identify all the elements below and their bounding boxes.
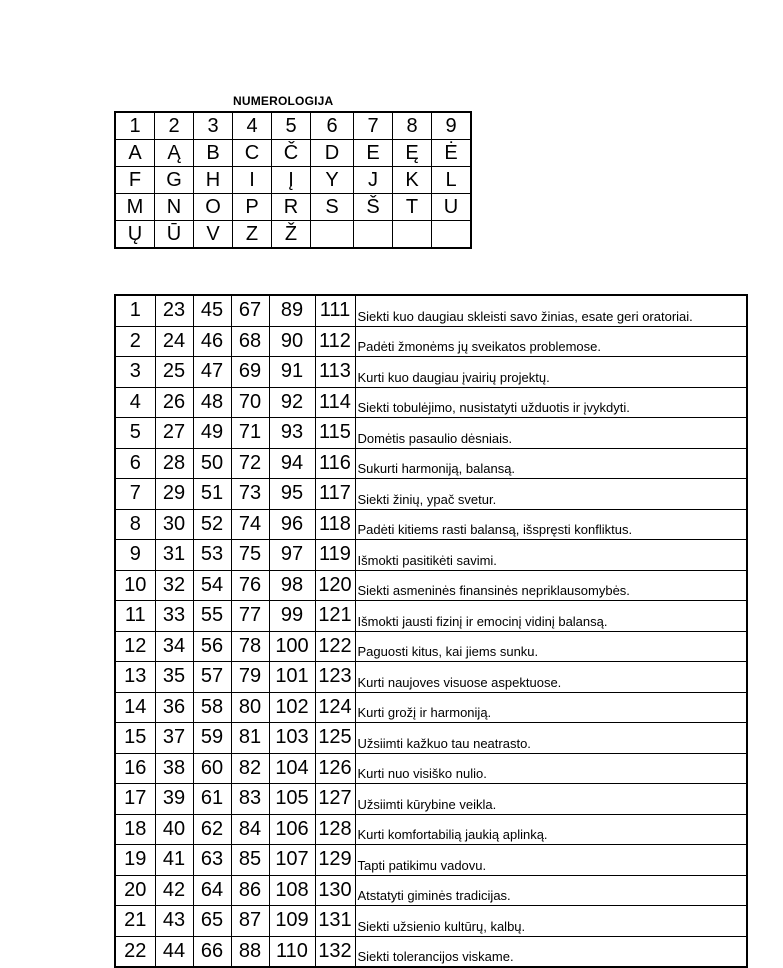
description-cell: Atstatyti giminės tradicijas.	[355, 875, 747, 906]
number-cell: 95	[269, 479, 315, 510]
letter-table-cell: 6	[311, 112, 354, 140]
number-cell: 110	[269, 936, 315, 967]
number-cell: 38	[155, 753, 193, 784]
number-cell: 1	[115, 295, 155, 326]
number-cell: 4	[115, 387, 155, 418]
number-cell: 5	[115, 418, 155, 449]
number-cell: 71	[231, 418, 269, 449]
letter-table-cell: Ų	[115, 221, 155, 249]
number-cell: 54	[193, 570, 231, 601]
number-cell: 17	[115, 784, 155, 815]
number-cell: 115	[315, 418, 355, 449]
number-cell: 50	[193, 448, 231, 479]
number-cell: 78	[231, 631, 269, 662]
number-cell: 119	[315, 540, 355, 571]
number-cell: 62	[193, 814, 231, 845]
number-cell: 24	[155, 326, 193, 357]
number-cell: 97	[269, 540, 315, 571]
description-cell: Siekti tobulėjimo, nusistatyti užduotis ir įvykdyti.	[355, 387, 747, 418]
number-table-row	[115, 692, 747, 723]
number-cell: 36	[155, 692, 193, 723]
number-cell: 67	[231, 295, 269, 326]
number-cell: 91	[269, 357, 315, 388]
description-cell: Sukurti harmoniją, balansą.	[355, 448, 747, 479]
number-table-row	[115, 295, 747, 326]
number-cell: 41	[155, 845, 193, 876]
description-cell: Išmokti jausti fizinį ir emocinį vidinį balansą.	[355, 601, 747, 632]
number-cell: 81	[231, 723, 269, 754]
number-table-row	[115, 936, 747, 967]
description-cell: Siekti kuo daugiau skleisti savo žinias, esate geri oratoriai.	[355, 295, 747, 326]
number-cell: 79	[231, 662, 269, 693]
number-cell: 85	[231, 845, 269, 876]
description-cell: Padėti žmonėms jų sveikatos problemose.	[355, 326, 747, 357]
number-cell: 2	[115, 326, 155, 357]
letter-table-cell: E	[354, 140, 393, 167]
letter-table-cell: R	[272, 194, 311, 221]
description-cell: Siekti asmeninės finansinės nepriklausomybės.	[355, 570, 747, 601]
number-cell: 28	[155, 448, 193, 479]
number-cell: 122	[315, 631, 355, 662]
number-table-row	[115, 906, 747, 937]
number-cell: 39	[155, 784, 193, 815]
page-title: NUMEROLOGIJA	[233, 94, 334, 108]
number-cell: 114	[315, 387, 355, 418]
number-cell: 86	[231, 875, 269, 906]
number-cell: 99	[269, 601, 315, 632]
letter-table-cell: Ą	[155, 140, 194, 167]
number-cell: 53	[193, 540, 231, 571]
number-cell: 63	[193, 845, 231, 876]
description-cell: Kurti kuo daugiau įvairių projektų.	[355, 357, 747, 388]
number-cell: 31	[155, 540, 193, 571]
number-cell: 40	[155, 814, 193, 845]
description-cell: Tapti patikimu vadovu.	[355, 845, 747, 876]
letter-table-cell: Z	[233, 221, 272, 249]
number-cell: 121	[315, 601, 355, 632]
number-cell: 101	[269, 662, 315, 693]
letter-table-cell: H	[194, 167, 233, 194]
description-cell: Kurti nuo visiško nulio.	[355, 753, 747, 784]
number-cell: 26	[155, 387, 193, 418]
description-cell: Išmokti pasitikėti savimi.	[355, 540, 747, 571]
letter-table-header-row	[115, 112, 471, 140]
number-cell: 32	[155, 570, 193, 601]
letter-table-cell: B	[194, 140, 233, 167]
number-cell: 90	[269, 326, 315, 357]
number-cell: 130	[315, 875, 355, 906]
number-cell: 6	[115, 448, 155, 479]
number-cell: 20	[115, 875, 155, 906]
number-cell: 124	[315, 692, 355, 723]
number-cell: 116	[315, 448, 355, 479]
number-cell: 93	[269, 418, 315, 449]
letter-table-cell: F	[115, 167, 155, 194]
number-table-row	[115, 418, 747, 449]
letter-table-cell	[393, 221, 432, 249]
number-cell: 15	[115, 723, 155, 754]
number-cell: 23	[155, 295, 193, 326]
number-cell: 105	[269, 784, 315, 815]
letter-table-cell: 5	[272, 112, 311, 140]
number-cell: 82	[231, 753, 269, 784]
letter-table-row	[115, 167, 471, 194]
letter-table-cell: 4	[233, 112, 272, 140]
number-cell: 108	[269, 875, 315, 906]
number-cell: 33	[155, 601, 193, 632]
number-cell: 128	[315, 814, 355, 845]
description-cell: Kurti komfortabilią jaukią aplinką.	[355, 814, 747, 845]
letter-table-cell: 3	[194, 112, 233, 140]
letter-table-cell: Į	[272, 167, 311, 194]
number-cell: 44	[155, 936, 193, 967]
number-table-row	[115, 540, 747, 571]
number-table	[114, 294, 748, 968]
number-cell: 14	[115, 692, 155, 723]
description-cell: Kurti grožį ir harmoniją.	[355, 692, 747, 723]
number-cell: 112	[315, 326, 355, 357]
number-cell: 34	[155, 631, 193, 662]
description-cell: Užsiimti kažkuo tau neatrasto.	[355, 723, 747, 754]
number-cell: 30	[155, 509, 193, 540]
letter-table	[114, 111, 472, 249]
number-cell: 83	[231, 784, 269, 815]
letter-table-cell: 7	[354, 112, 393, 140]
letter-table-cell	[354, 221, 393, 249]
description-cell: Padėti kitiems rasti balansą, išspręsti konfliktus.	[355, 509, 747, 540]
number-cell: 7	[115, 479, 155, 510]
number-cell: 104	[269, 753, 315, 784]
number-table-row	[115, 509, 747, 540]
number-cell: 8	[115, 509, 155, 540]
number-table-row	[115, 326, 747, 357]
letter-table-cell: 8	[393, 112, 432, 140]
number-cell: 51	[193, 479, 231, 510]
number-cell: 43	[155, 906, 193, 937]
number-cell: 16	[115, 753, 155, 784]
number-cell: 19	[115, 845, 155, 876]
number-cell: 69	[231, 357, 269, 388]
number-table-row	[115, 387, 747, 418]
letter-table-cell: K	[393, 167, 432, 194]
description-cell: Kurti naujoves visuose aspektuose.	[355, 662, 747, 693]
letter-table-cell: Š	[354, 194, 393, 221]
number-cell: 56	[193, 631, 231, 662]
number-cell: 37	[155, 723, 193, 754]
number-cell: 102	[269, 692, 315, 723]
number-cell: 72	[231, 448, 269, 479]
number-table-row	[115, 570, 747, 601]
number-cell: 103	[269, 723, 315, 754]
number-cell: 88	[231, 936, 269, 967]
number-cell: 120	[315, 570, 355, 601]
letter-table-row	[115, 140, 471, 167]
letter-table-cell: 9	[432, 112, 472, 140]
description-cell: Siekti tolerancijos viskame.	[355, 936, 747, 967]
number-cell: 35	[155, 662, 193, 693]
letter-table-cell: L	[432, 167, 472, 194]
number-cell: 113	[315, 357, 355, 388]
letter-table-row	[115, 221, 471, 249]
number-cell: 66	[193, 936, 231, 967]
number-cell: 123	[315, 662, 355, 693]
number-cell: 61	[193, 784, 231, 815]
number-cell: 70	[231, 387, 269, 418]
letter-table-cell: Y	[311, 167, 354, 194]
number-cell: 49	[193, 418, 231, 449]
number-table-row	[115, 784, 747, 815]
letter-table-cell: T	[393, 194, 432, 221]
letter-table-cell: M	[115, 194, 155, 221]
number-cell: 3	[115, 357, 155, 388]
number-cell: 118	[315, 509, 355, 540]
number-cell: 132	[315, 936, 355, 967]
letter-table-cell: J	[354, 167, 393, 194]
number-cell: 68	[231, 326, 269, 357]
letter-table-cell: G	[155, 167, 194, 194]
description-cell: Užsiimti kūrybine veikla.	[355, 784, 747, 815]
number-cell: 60	[193, 753, 231, 784]
letter-table-cell: V	[194, 221, 233, 249]
number-cell: 131	[315, 906, 355, 937]
number-cell: 100	[269, 631, 315, 662]
number-cell: 125	[315, 723, 355, 754]
description-cell: Paguosti kitus, kai jiems sunku.	[355, 631, 747, 662]
letter-table-cell: Č	[272, 140, 311, 167]
number-table-row	[115, 357, 747, 388]
number-cell: 89	[269, 295, 315, 326]
number-table-row	[115, 601, 747, 632]
number-cell: 80	[231, 692, 269, 723]
number-cell: 87	[231, 906, 269, 937]
letter-table-cell	[432, 221, 472, 249]
description-cell: Domėtis pasaulio dėsniais.	[355, 418, 747, 449]
letter-table-cell: Ė	[432, 140, 472, 167]
number-table-row	[115, 723, 747, 754]
number-table-row	[115, 662, 747, 693]
number-cell: 13	[115, 662, 155, 693]
number-cell: 52	[193, 509, 231, 540]
number-cell: 73	[231, 479, 269, 510]
letter-table-cell: 1	[115, 112, 155, 140]
number-cell: 22	[115, 936, 155, 967]
letter-table-cell: A	[115, 140, 155, 167]
letter-table-cell	[311, 221, 354, 249]
number-cell: 109	[269, 906, 315, 937]
number-cell: 92	[269, 387, 315, 418]
number-table-row	[115, 814, 747, 845]
letter-table-cell: O	[194, 194, 233, 221]
number-cell: 21	[115, 906, 155, 937]
number-cell: 46	[193, 326, 231, 357]
number-table-row	[115, 631, 747, 662]
letter-table-cell: 2	[155, 112, 194, 140]
letter-table-cell: C	[233, 140, 272, 167]
letter-table-row	[115, 194, 471, 221]
number-cell: 57	[193, 662, 231, 693]
number-cell: 27	[155, 418, 193, 449]
letter-table-cell: N	[155, 194, 194, 221]
number-cell: 117	[315, 479, 355, 510]
letter-table-cell: U	[432, 194, 472, 221]
number-cell: 77	[231, 601, 269, 632]
number-table-row	[115, 753, 747, 784]
number-cell: 129	[315, 845, 355, 876]
number-table-row	[115, 448, 747, 479]
number-cell: 10	[115, 570, 155, 601]
letter-table-cell: I	[233, 167, 272, 194]
number-cell: 98	[269, 570, 315, 601]
number-cell: 58	[193, 692, 231, 723]
number-cell: 126	[315, 753, 355, 784]
number-cell: 84	[231, 814, 269, 845]
number-cell: 64	[193, 875, 231, 906]
number-cell: 18	[115, 814, 155, 845]
letter-table-cell: Ž	[272, 221, 311, 249]
number-table-row	[115, 875, 747, 906]
number-cell: 65	[193, 906, 231, 937]
number-cell: 75	[231, 540, 269, 571]
description-cell: Siekti užsienio kultūrų, kalbų.	[355, 906, 747, 937]
number-cell: 25	[155, 357, 193, 388]
number-cell: 12	[115, 631, 155, 662]
description-cell: Siekti žinių, ypač svetur.	[355, 479, 747, 510]
number-cell: 127	[315, 784, 355, 815]
number-cell: 55	[193, 601, 231, 632]
number-cell: 45	[193, 295, 231, 326]
number-cell: 76	[231, 570, 269, 601]
letter-table-cell: D	[311, 140, 354, 167]
number-table-row	[115, 479, 747, 510]
number-cell: 9	[115, 540, 155, 571]
number-cell: 106	[269, 814, 315, 845]
letter-table-cell: Ę	[393, 140, 432, 167]
number-cell: 48	[193, 387, 231, 418]
number-table-row	[115, 845, 747, 876]
number-cell: 11	[115, 601, 155, 632]
number-cell: 96	[269, 509, 315, 540]
number-cell: 74	[231, 509, 269, 540]
number-cell: 29	[155, 479, 193, 510]
number-cell: 94	[269, 448, 315, 479]
number-cell: 111	[315, 295, 355, 326]
letter-table-cell: Ū	[155, 221, 194, 249]
letter-table-cell: S	[311, 194, 354, 221]
number-cell: 47	[193, 357, 231, 388]
letter-table-cell: P	[233, 194, 272, 221]
number-cell: 42	[155, 875, 193, 906]
number-cell: 59	[193, 723, 231, 754]
number-cell: 107	[269, 845, 315, 876]
